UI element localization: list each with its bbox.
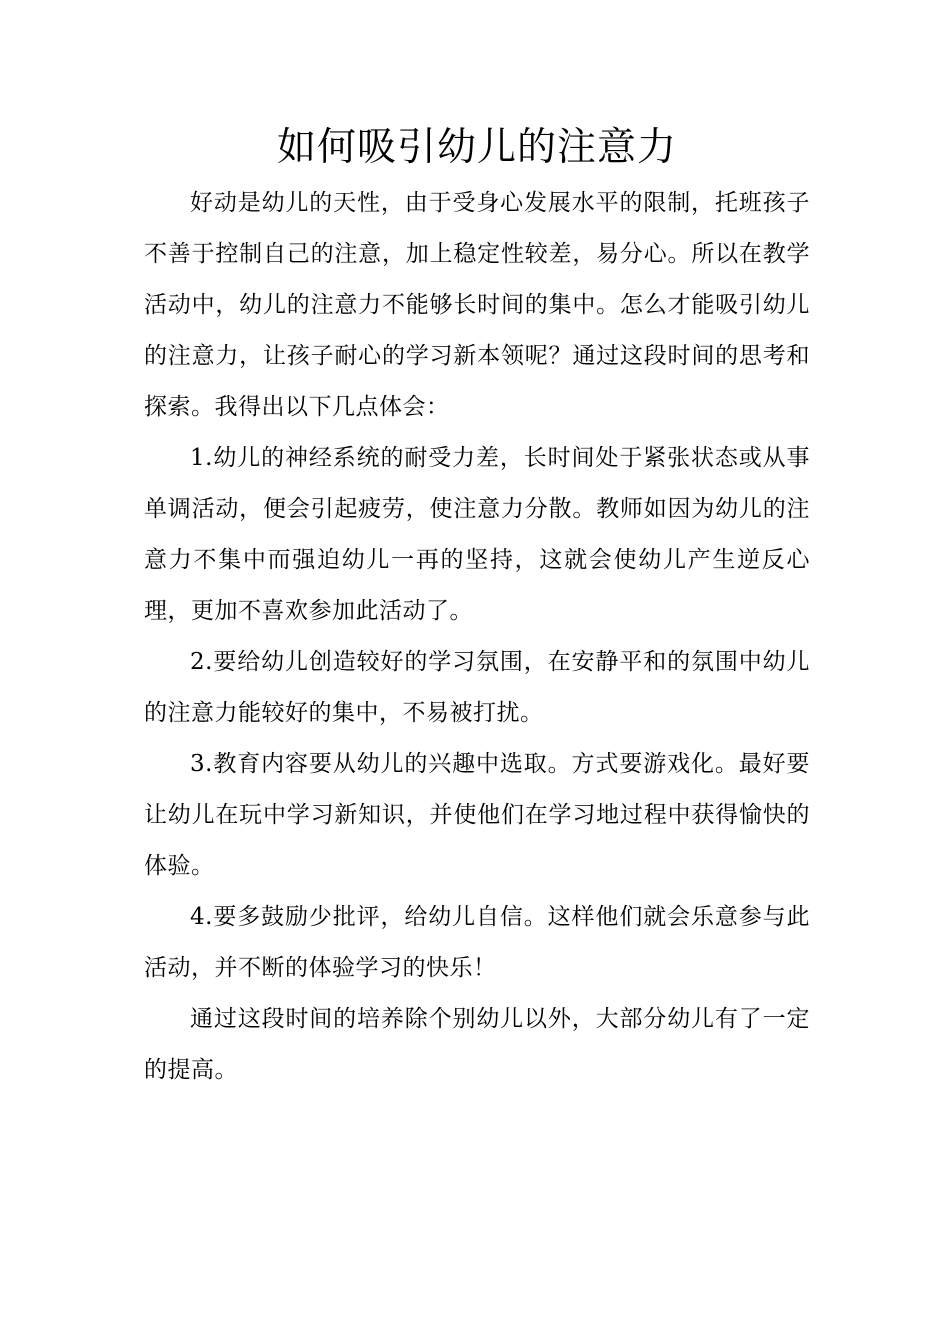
paragraph-point-4: 4.要多鼓励少批评，给幼儿自信。这样他们就会乐意参与此活动，并不断的体验学习的快乐！: [144, 904, 810, 981]
paragraph-point-2: 2.要给幼儿创造较好的学习氛围，在安静平和的氛围中幼儿的注意力能较好的集中，不易被打扰。: [144, 649, 810, 726]
paragraph-intro: 好动是幼儿的天性，由于受身心发展水平的限制，托班孩子不善于控制自己的注意，加上稳定性较差，易分心。所以在教学活动中，幼儿的注意力不能够长时间的集中。怎么才能吸引幼儿的注意力，让孩子耐心的学习新本领呢？通过这段时间的思考和探索。我得出以下几点体会：: [144, 190, 810, 420]
paragraph-point-1: 1.幼儿的神经系统的耐受力差，长时间处于紧张状态或从事单调活动，便会引起疲劳，使注意力分散。教师如因为幼儿的注意力不集中而强迫幼儿一再的坚持，这就会使幼儿产生逆反心理，更加不喜欢参加此活动了。: [144, 445, 810, 624]
document-title: 如何吸引幼儿的注意力: [276, 125, 677, 170]
paragraph-point-3: 3.教育内容要从幼儿的兴趣中选取。方式要游戏化。最好要让幼儿在玩中学习新知识，并使他们在学习地过程中获得愉快的体验。: [144, 751, 810, 879]
paragraph-conclusion: 通过这段时间的培养除个别幼儿以外，大部分幼儿有了一定的提高。: [144, 1006, 810, 1083]
